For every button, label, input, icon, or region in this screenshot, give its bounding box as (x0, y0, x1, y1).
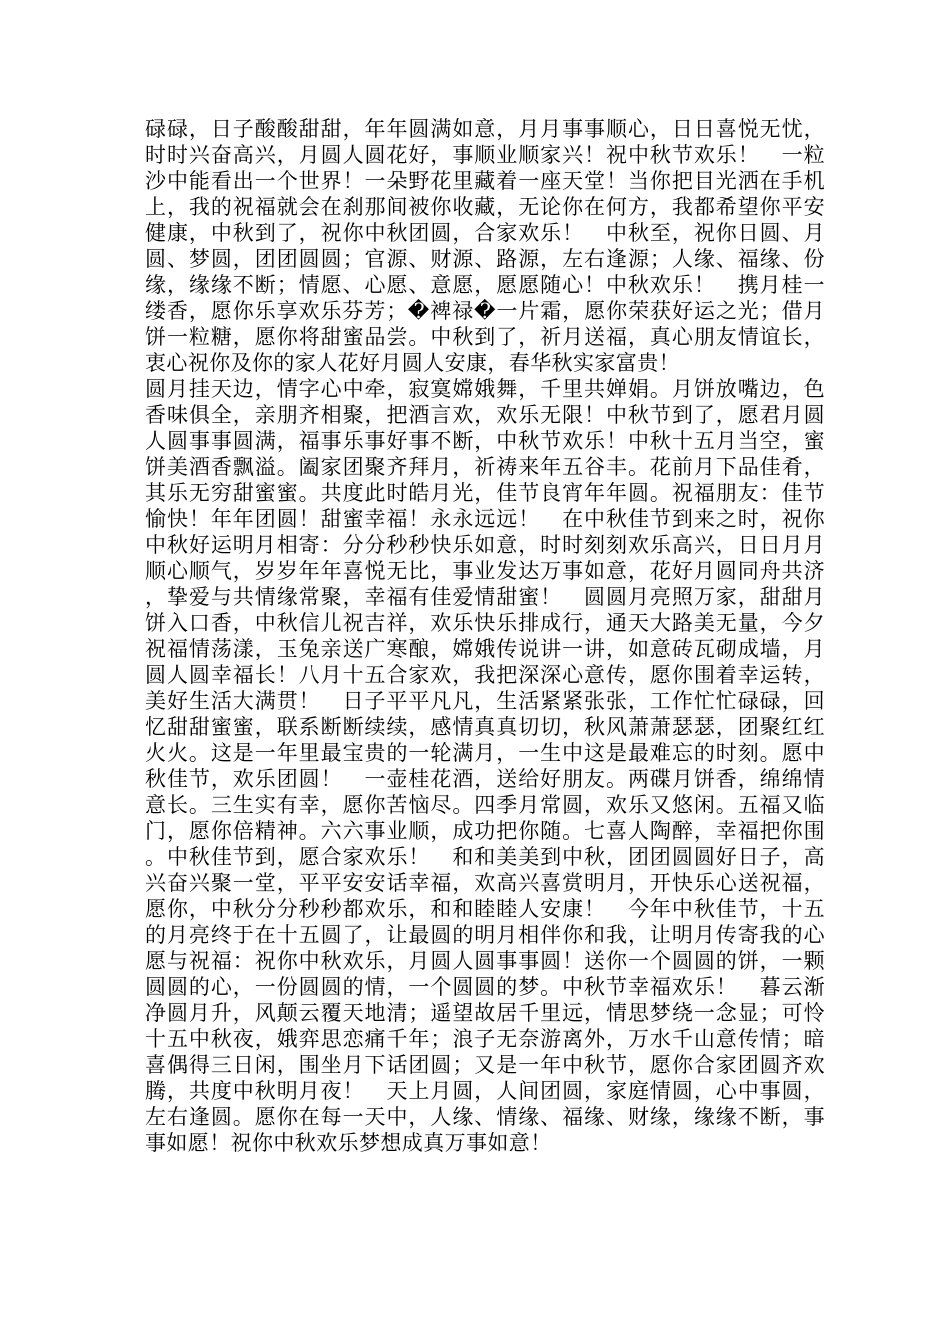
paragraph-1: 碌碌，日子酸酸甜甜，年年圆满如意，月月事事顺心，日日喜悦无忧，时时兴奋高兴，月圆人圆花好，事顺业顺家兴！祝中秋节欢乐！ 一粒沙中能看出一个世界！一朵野花里藏着一座天堂！当你把目光洒在手机上，我的祝福就会在刹那间被你收藏，无论你在何方，我都希望你平安健康，中秋到了，祝你中秋团圆，合家欢乐！ 中秋至，祝你日圆、月圆、梦圆，团团圆圆；官源、财源、路源，左右逢源；人缘、福缘、份缘，缘缘不断；情愿、心愿、意愿，愿愿随心！中秋欢乐！ 携月桂一缕香，愿你乐享欢乐芬芳；�裨禄�一片霜，愿你荣获好运之光；借月饼一粒糖，愿你将甜蜜品尝。中秋到了，祈月送福，真心朋友情谊长，衷心祝你及你的家人花好月圆人安康，春华秋实家富贵！ (145, 117, 825, 375)
document-body (145, 116, 825, 1156)
paragraph-2: 圆月挂天边，情字心中牵，寂寞嫦娥舞，千里共婵娟。月饼放嘴边，色香味俱全，亲朋齐相聚，把酒言欢，欢乐无限！中秋节到了，愿君月圆人圆事事圆满，福事乐事好事不断，中秋节欢乐！中秋十五月当空，蜜饼美酒香飘溢。阖家团聚齐拜月，祈祷来年五谷丰。花前月下品佳肴，其乐无穷甜蜜蜜。共度此时皓月光，佳节良宵年年圆。祝福朋友：佳节愉快！年年团圆！甜蜜幸福！永永远远！ 在中秋佳节到来之时，祝你中秋好运明月相寄：分分秒秒快乐如意，时时刻刻欢乐高兴，日日月月顺心顺气，岁岁年年喜悦无比，事业发达万事如意，花好月圆同舟共济，挚爱与共情缘常聚，幸福有佳爱情甜蜜！ 圆圆月亮照万家，甜甜月饼入口香，中秋信儿祝吉祥，欢乐快乐排成行，通天大路美无量，今夕祝福情荡漾，玉兔亲送广寒酿，嫦娥传说讲一讲，如意砖瓦砌成墙，月圆人圆幸福长！八月十五合家欢，我把深深心意传，愿你围着幸运转，美好生活大满贯！ 日子平平凡凡，生活紧紧张张，工作忙忙碌碌，回忆甜甜蜜蜜，联系断断续续，感情真真切切，秋风萧萧瑟瑟，团聚红红火火。这是一年里最宝贵的一轮满月，一生中这是最难忘的时刻。愿中秋佳节，欢乐团圆！ 一壶桂花酒，送给好朋友。两碟月饼香，绵绵情意长。三生实有幸，愿你苦恼尽。四季月常圆，欢乐又悠闲。五福又临门，愿你倍精神。六六事业顺，成功把你随。七喜人陶醉，幸福把你围。中秋佳节到，愿合家欢乐！ 和和美美到中秋，团团圆圆好日子，高兴奋兴聚一堂，平平安安话幸福，欢高兴喜赏明月，开快乐心送祝福，愿你，中秋分分秒秒都欢乐，和和睦睦人安康！ 今年中秋佳节，十五的月亮终于在十五圆了，让最圆的明月相伴你和我，让明月传寄我的心愿与祝福：祝你中秋欢乐，月圆人圆事事圆！送你一个圆圆的饼，一颗圆圆的心，一份圆圆的情，一个圆圆的梦。中秋节幸福欢乐！ 暮云渐净圆月升，风颠云覆天地清；遥望故居千里远，情思梦绕一念显；可怜十五中秋夜，娥弈思恋痛千年；浪子无奈游离外，万水千山意传情；暗喜偶得三日闲，围坐月下话团圆；又是一年中秋节，愿你合家团圆齐欢腾，共度中秋明月夜！ 天上月圆，人间团圆，家庭情圆，心中事圆，左右逢圆。愿你在每一天中，人缘、情缘、福缘、财缘，缘缘不断，事事如愿！祝你中秋欢乐梦想成真万事如意！ (145, 377, 825, 1155)
